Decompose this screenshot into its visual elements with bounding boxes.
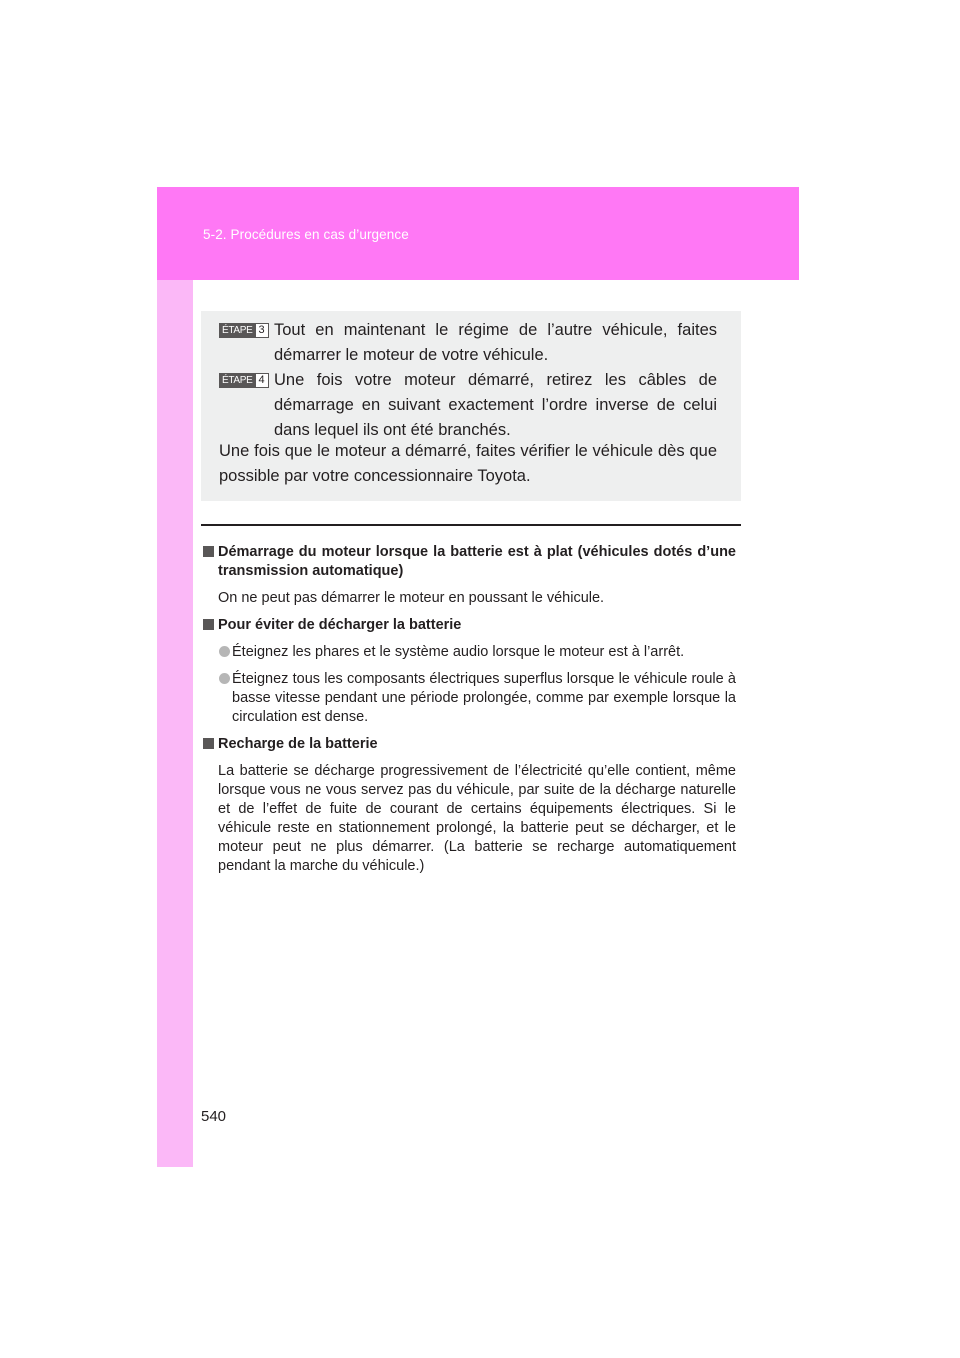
square-bullet-icon xyxy=(203,738,214,749)
note-heading xyxy=(201,735,736,754)
note-heading-text: Pour éviter de décharger la batterie xyxy=(218,617,462,633)
circle-bullet-icon xyxy=(219,646,230,657)
list-item-text: Éteignez les phares et le système audio lorsque le moteur est à l’arrêt. xyxy=(232,644,685,660)
page-number: 540 xyxy=(201,1108,227,1125)
list-item xyxy=(201,670,736,727)
section-divider xyxy=(201,524,741,526)
square-bullet-icon xyxy=(203,546,214,557)
list-item-text: Éteignez tous les composants électriques superflus lorsque le véhicule roule à basse vitesse pendant une période prolongée, comme par exemple lorsque la circulation est dense. xyxy=(232,671,736,725)
side-strip xyxy=(157,187,193,1167)
step-text: Une fois votre moteur démarré, retirez les câbles de démarrage en suivant exactement l’ordre inverse de celui dans lequel ils ont été branchés. xyxy=(274,371,717,439)
step-text: Tout en maintenant le régime de l’autre véhicule, faites démarrer le moteur de votre véhicule. xyxy=(274,321,717,364)
step-badge-label: ÉTAPE xyxy=(219,373,256,388)
step-4 xyxy=(219,368,717,443)
note-heading-text: Démarrage du moteur lorsque la batterie est à plat (véhicules dotés d’une transmission automatique) xyxy=(218,544,736,579)
step-badge xyxy=(219,373,269,388)
step-badge xyxy=(219,323,269,338)
step-badge-number: 4 xyxy=(256,373,269,388)
section-title: 5-2. Procédures en cas d’urgence xyxy=(203,227,409,242)
list-item xyxy=(201,643,736,662)
note-avoid-discharge xyxy=(201,616,736,727)
circle-bullet-icon xyxy=(219,673,230,684)
note-body: La batterie se décharge progressivement de l’électricité qu’elle contient, même lorsque vous ne vous servez pas du véhicule, par suite de la décharge naturelle et de l’effet de fuite de courant de certains équipements électriques. Si le véhicule reste en stationnement prolongé, la batterie peut se décharger, et le moteur peut ne plus démarrer. (La batterie se recharge automatiquement pendant la marche du véhicule.) xyxy=(218,763,736,874)
note-body: On ne peut pas démarrer le moteur en poussant le véhicule. xyxy=(218,590,605,606)
step-note: Une fois que le moteur a démarré, faites vérifier le véhicule dès que possible par votre concessionnaire Toyota. xyxy=(219,442,717,485)
note-recharge xyxy=(201,735,736,876)
note-heading xyxy=(201,616,736,635)
step-3 xyxy=(219,318,717,368)
notes-section xyxy=(201,543,736,884)
square-bullet-icon xyxy=(203,619,214,630)
note-heading-text: Recharge de la batterie xyxy=(218,736,378,752)
note-dead-battery xyxy=(201,543,736,608)
step-badge-number: 3 xyxy=(256,323,269,338)
note-heading xyxy=(201,543,736,581)
step-badge-label: ÉTAPE xyxy=(219,323,256,338)
